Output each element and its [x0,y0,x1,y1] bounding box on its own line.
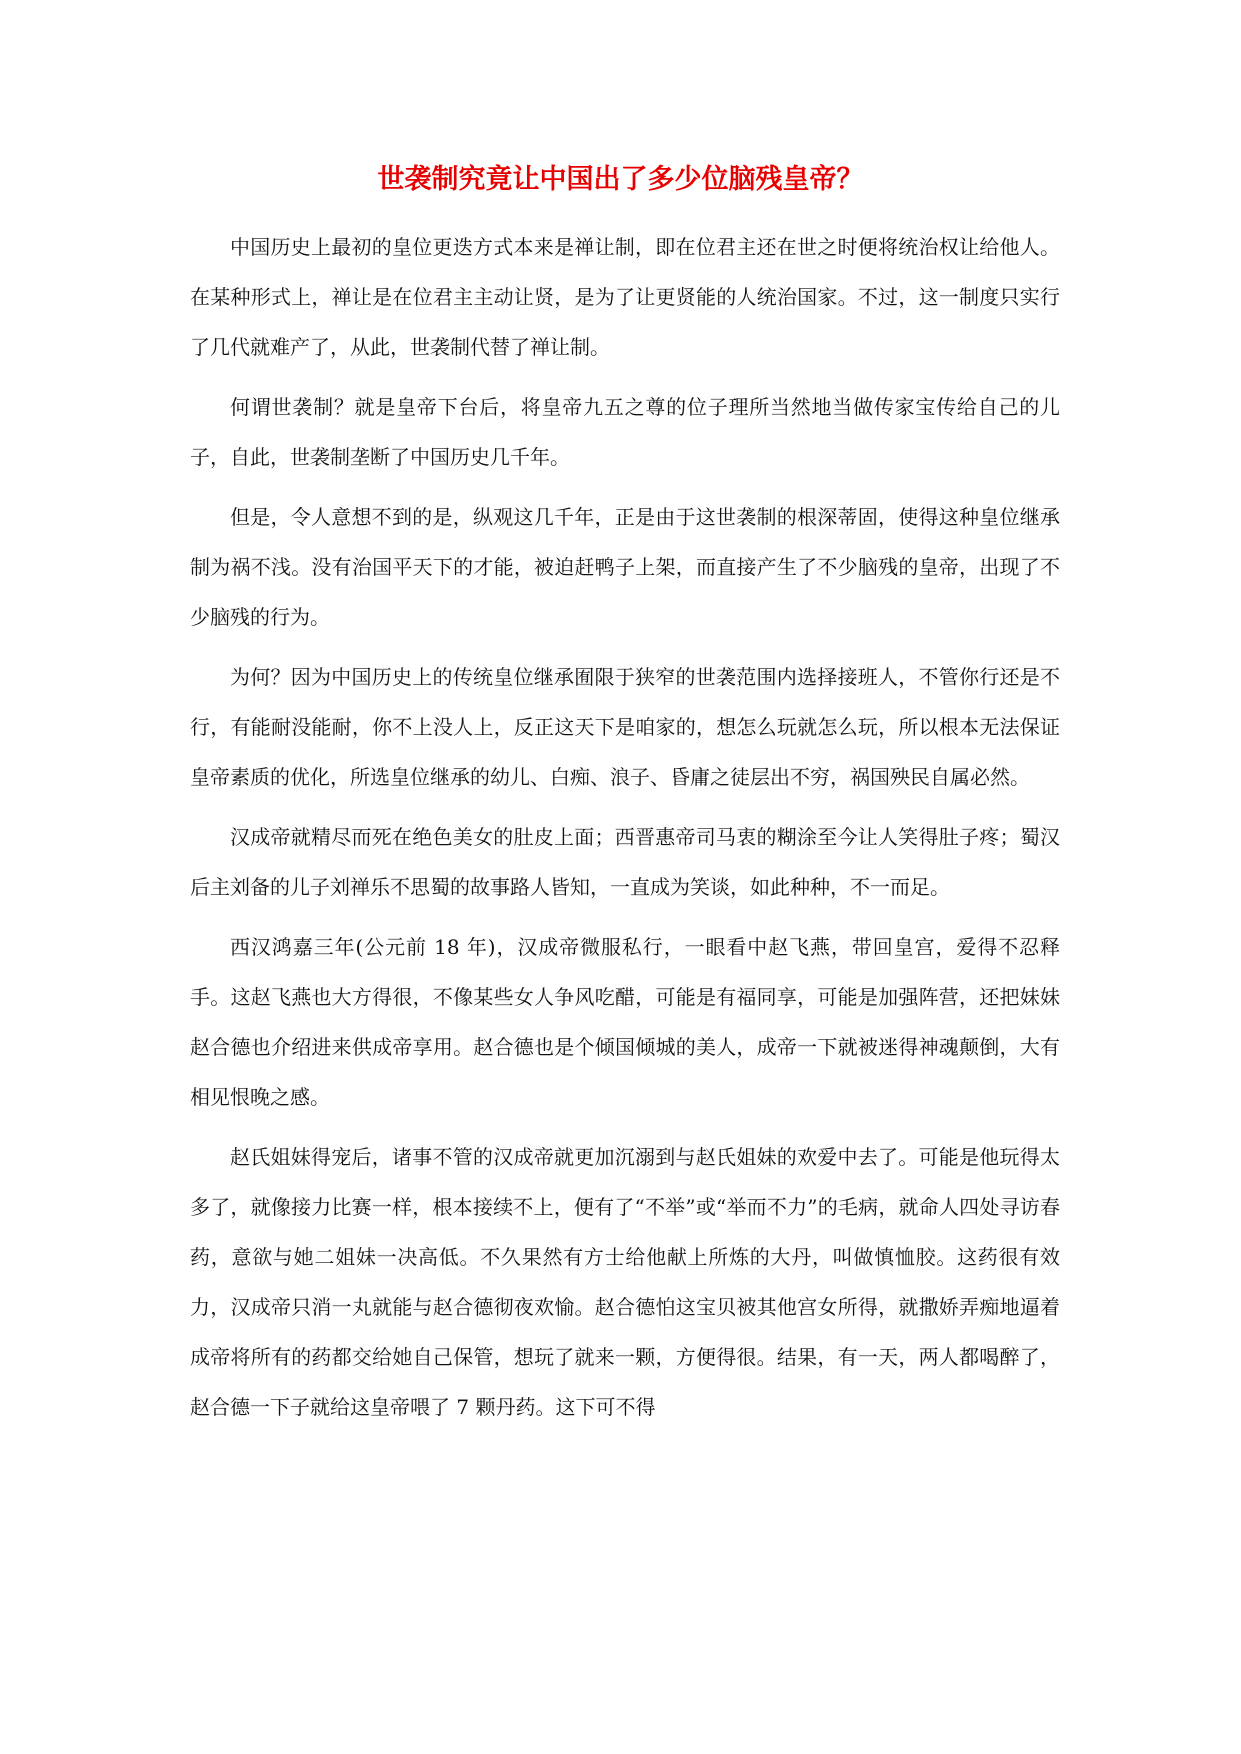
document-title: 世袭制究竟让中国出了多少位脑残皇帝？ [377,164,864,195]
paragraph: 为何？因为中国历史上的传统皇位继承囿限于狭窄的世袭范围内选择接班人，不管你行还是不行，有能耐没能耐，你不上没人上，反正这天下是咱家的，想怎么玩就怎么玩，所以根本无法保证皇帝素质的优化，所选皇位继承的幼儿、白痴、浪子、昏庸之徒层出不穷，祸国殃民自属必然。 [190,665,1060,789]
paragraph: 赵氏姐妹得宠后，诸事不管的汉成帝就更加沉溺到与赵氏姐妹的欢爱中去了。可能是他玩得太多了，就像接力比赛一样，根本接续不上，便有了“不举”或“举而不力”的毛病，就命人四处寻访春药，意欲与她二姐妹一决高低。不久果然有方士给他献上所炼的大丹，叫做慎恤胶。这药很有效力，汉成帝只消一丸就能与赵合德彻夜欢愉。赵合德怕这宝贝被其他宫女所得，就撒娇弄痴地逼着成帝将所有的药都交给她自己保管，想玩了就来一颗，方便得很。结果，有一天，两人都喝醉了，赵合德一下子就给这皇帝喂了 7 颗丹药。这下可不得 [190,1145,1060,1419]
paragraph: 何谓世袭制？就是皇帝下台后，将皇帝九五之尊的位子理所当然地当做传家宝传给自己的儿子，自此，世袭制垄断了中国历史几千年。 [190,395,1060,469]
paragraph: 中国历史上最初的皇位更迭方式本来是禅让制，即在位君主还在世之时便将统治权让给他人。在某种形式上，禅让是在位君主主动让贤，是为了让更贤能的人统治国家。不过，这一制度只实行了几代就难产了，从此，世袭制代替了禅让制。 [190,235,1060,359]
document-body [190,222,1060,1432]
paragraph: 但是，令人意想不到的是，纵观这几千年，正是由于这世袭制的根深蒂固，使得这种皇位继承制为祸不浅。没有治国平天下的才能，被迫赶鸭子上架，而直接产生了不少脑残的皇帝，出现了不少脑残的行为。 [190,505,1060,629]
paragraph: 汉成帝就精尽而死在绝色美女的肚皮上面；西晋惠帝司马衷的糊涂至今让人笑得肚子疼；蜀汉后主刘备的儿子刘禅乐不思蜀的故事路人皆知，一直成为笑谈，如此种种，不一而足。 [190,825,1060,899]
paragraph: 西汉鸿嘉三年(公元前 18 年)，汉成帝微服私行，一眼看中赵飞燕，带回皇宫，爱得不忍释手。这赵飞燕也大方得很，不像某些女人争风吃醋，可能是有福同享，可能是加强阵营，还把妹妹赵合德也介绍进来供成帝享用。赵合德也是个倾国倾城的美人，成帝一下就被迷得神魂颠倒，大有相见恨晚之感。 [190,935,1060,1109]
